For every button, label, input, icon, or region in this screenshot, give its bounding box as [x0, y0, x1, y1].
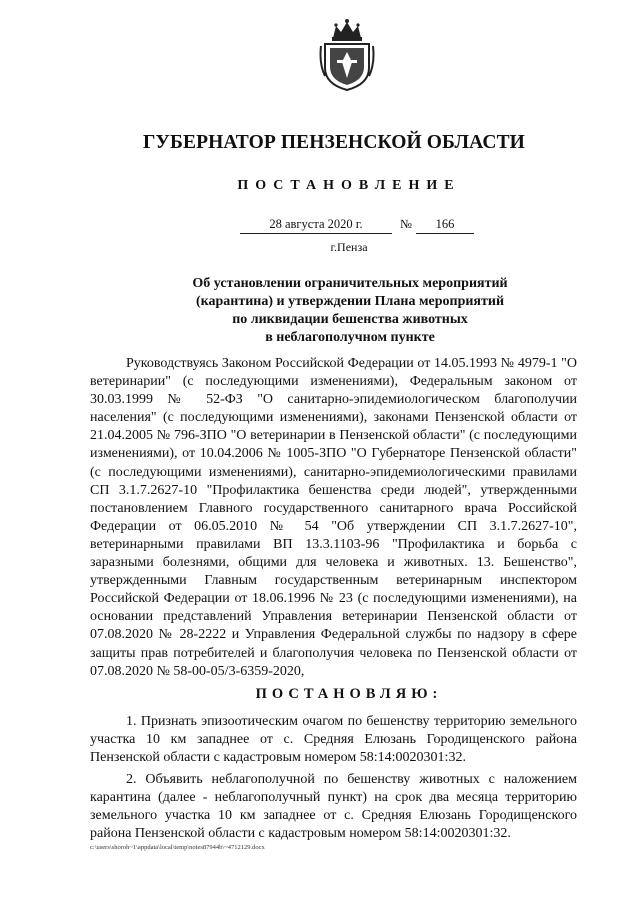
document-title: [150, 275, 550, 347]
document-type: ПОСТАНОВЛЕНИЕ: [237, 178, 461, 193]
resolution-item: 2. Объявить неблагополучной по бешенству животных с наложением карантина (далее - неблагополучный пункт) на срок два месяца территорию земельного участка 10 км западнее от с. Средняя Елюзань Городищенского района Пензенской области с кадастровым номером 58:14:0020301:32.: [90, 772, 577, 842]
title-line: по ликвидации бешенства животных: [232, 312, 468, 327]
document-number: 166: [416, 217, 474, 234]
title-line: Об установлении ограничительных мероприятий: [192, 276, 508, 291]
preamble-paragraph: Руководствуясь Законом Российской Федерации от 14.05.1993 № 4979-1 "О ветеринарии" (с последующими изменениями), Федеральным законом от 30.03.1999 № 52-ФЗ "О санитарно-эпидемиологическом благополучии населения" (с последующими изменениями), законами Пензенской области от 21.04.2005 № 796-ЗПО "О ветеринарии в Пензенской области" (с последующими изменениями), от 10.04.2006 № 1005-ЗПО "О Губернаторе Пензенской области" (с последующими изменениями), санитарно-эпидемиологическими правилами СП 3.1.7.2627-10 "Профилактика бешенства среди людей", утвержденными постановлением Главного государственного санитарного врача Российской Федерации от 06.05.2010 № 54 "Об утверждении СП 3.1.7.2627-10", ветеринарными правилами ВП 13.3.1103-96 "Профилактика и борьба с заразными болезнями, общими для человека и животных. 13. Бешенство", утвержденными Главным государственным ветеринарным инспектором Российской Федерации от 18.06.1996 № 23 (с последующими изменениями), на основании представлений Управления ветеринарии Пензенской области от 07.08.2020 № 28-2222 и Управления Федеральной службы по надзору в сфере защиты прав потребителей и благополучия человека по Пензенской области от 07.08.2020 № 58-00-05/3-6359-2020,: [90, 356, 577, 679]
title-line: в неблагополучном пункте: [265, 330, 435, 345]
number-sign: №: [400, 217, 412, 231]
issuer-heading: ГУБЕРНАТОР ПЕНЗЕНСКОЙ ОБЛАСТИ: [143, 132, 525, 153]
file-path-footer: c:\users\shoroh~1\appdata\local\temp\notes87944b\~4712129.docx: [90, 844, 265, 851]
penza-region-coat-of-arms-icon: [319, 16, 375, 92]
resolve-heading: ПОСТАНОВЛЯЮ:: [255, 686, 443, 702]
document-city: г.Пенза: [330, 240, 368, 254]
title-line: (карантина) и утверждении Плана мероприятий: [195, 294, 505, 309]
document-date: 28 августа 2020 г.: [240, 217, 392, 234]
resolution-item: 1. Признать эпизоотическим очагом по бешенству территорию земельного участка 10 км западнее от с. Средняя Елюзань Городищенского района Пензенской области с кадастровым номером 58:14:0020301:32.: [90, 714, 577, 766]
